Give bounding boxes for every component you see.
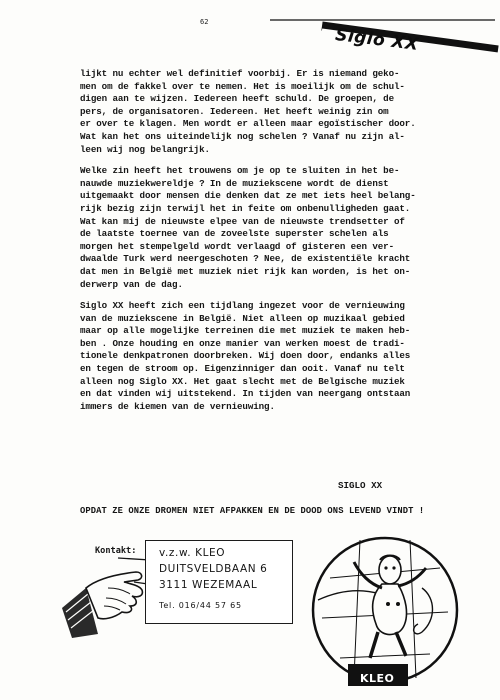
address-city: 3111 WEZEMAAL bbox=[159, 579, 258, 591]
address-phone: Tel. 016/44 57 65 bbox=[159, 601, 242, 610]
page-number: 62 bbox=[200, 18, 209, 26]
paragraph-2: Welke zin heeft het trouwens om je op te sluiten in het be- nauwde muziekwereldje ? In de muziekscene wordt de dienst uitgemaakt door mensen die denken dat ze met iets heel belang- rijk bezig zijn terwijl het in feite om onbenulligheden gaat. Wat kan mij de nieuwste elpee van de nieuwste trendsetter of de laatste toernee van de zoveelste superster schelen als morgen het stempelgeld wordt verlaagd of gisteren een ver- dwaalde Turk werd neergeschoten ? Nee, de existentiële kracht dat men in België met muziek niet rijk kan worden, is het on- derwerp van de dag. bbox=[80, 165, 416, 290]
paragraph-3: Siglo XX heeft zich een tijdlang ingezet voor de vernieuwing van de muziekscene in België. Niet alleen op muzikaal gebied maar op alle mogelijke terreinen die met muziek te maken heb- ben . Onze houding en onze manier van werken moest de tradi- tionele denkpatronen doorbreken. Wij doen door, endanks alles en tegen de stroom op. Eigenzinniger dan ooit. Vanaf nu telt alleen nog Siglo XX. Het gaat slecht met de Belgische muziek en dat vinden wij uitstekend. In tijden van neergang ontstaan immers de kiemen van de vernieuwing. bbox=[80, 300, 411, 412]
slogan: OPDAT ZE ONZE DROMEN NIET AFPAKKEN EN DE DOOD ONS LEVEND VINDT ! bbox=[80, 506, 425, 516]
address-street: DUITSVELDBAAN 6 bbox=[159, 563, 268, 575]
kleo-emblem-icon bbox=[310, 528, 460, 690]
kleo-emblem-text: KLEO bbox=[360, 672, 395, 685]
article-body bbox=[80, 68, 475, 422]
address-card bbox=[145, 540, 293, 624]
paragraph-1: lijkt nu echter wel definitief voorbij. Er is niemand geko- men om de fakkel over te nemen. Het is moeilijk om de schul- digen aan te wijzen. Iedereen heeft schuld. De groepen, de pers, de organisatoren. Iedereen. Het heeft weinig zin om er over te klagen. Men wordt er alleen maar egoïstischer door. Wat kan het ons uiteindelijk nog schelen ? Vanaf nu zijn al- leen wij nog belangrijk. bbox=[80, 68, 416, 155]
siglo-xx-logo: Siglo XX bbox=[334, 24, 420, 56]
address-org: v.z.w. KLEO bbox=[159, 547, 226, 559]
hand-holding-card-icon bbox=[58, 548, 154, 640]
signature: SIGLO XX bbox=[338, 480, 383, 491]
contact-label: Kontakt: bbox=[95, 546, 137, 556]
